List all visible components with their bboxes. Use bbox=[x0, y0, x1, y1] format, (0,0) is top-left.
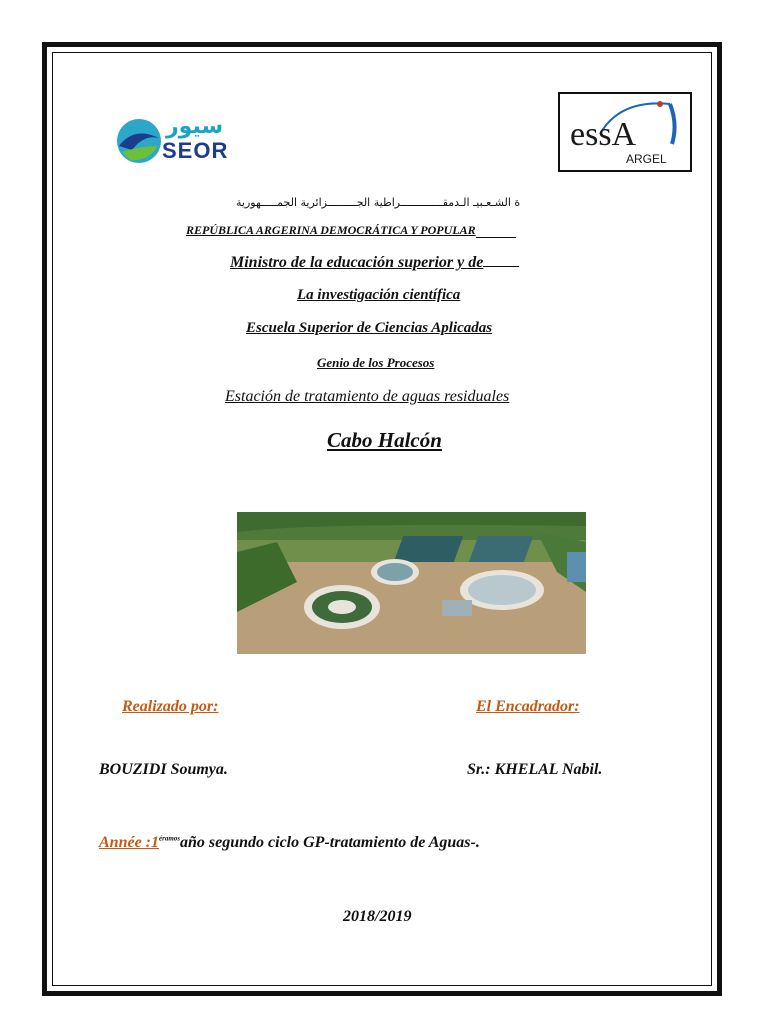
encadrador-label: El Encadrador: bbox=[476, 698, 580, 715]
estacion-line: Estación de tratamiento de aguas residuales bbox=[225, 388, 510, 405]
investigacion-line: La investigación científica bbox=[297, 287, 461, 303]
republica-line: REPÚBLICA ARGERINA DEMOCRÁTICA Y POPULAR bbox=[186, 223, 516, 238]
seor-swirl-icon bbox=[114, 116, 164, 166]
seor-arabic-text: سيور bbox=[166, 114, 224, 139]
annee-rest: año segundo ciclo GP-tratamiento de Aguas-. bbox=[180, 834, 480, 851]
annee-line bbox=[99, 834, 480, 852]
arabic-header-line: ة الشـعـبيـ الـدمقـــــــــــــراطية الجـــــــــزائرية الجمـــــهورية bbox=[236, 196, 521, 209]
essa-small-text: ARGEL bbox=[626, 152, 667, 166]
genio-line: Genio de los Procesos bbox=[317, 355, 435, 370]
ministro-line: Ministro de la educación superior y de bbox=[230, 254, 519, 272]
seor-logo bbox=[114, 112, 264, 172]
supervisor-name: Sr.: KHELAL Nabil. bbox=[467, 761, 603, 778]
annee-sup: éramos bbox=[159, 834, 180, 843]
student-name: BOUZIDI Soumya. bbox=[99, 761, 228, 778]
treatment-plant-photo bbox=[237, 512, 586, 654]
realizado-label: Realizado por: bbox=[122, 698, 219, 715]
essa-logo bbox=[558, 92, 692, 172]
academic-year: 2018/2019 bbox=[343, 908, 412, 925]
seor-latin-text: SEOR bbox=[162, 138, 229, 163]
annee-label: Année :1 bbox=[99, 834, 159, 851]
document-title: Cabo Halcón bbox=[327, 428, 442, 452]
escuela-line: Escuela Superior de Ciencias Aplicadas bbox=[246, 320, 493, 336]
essa-big-text: essA bbox=[570, 116, 637, 153]
